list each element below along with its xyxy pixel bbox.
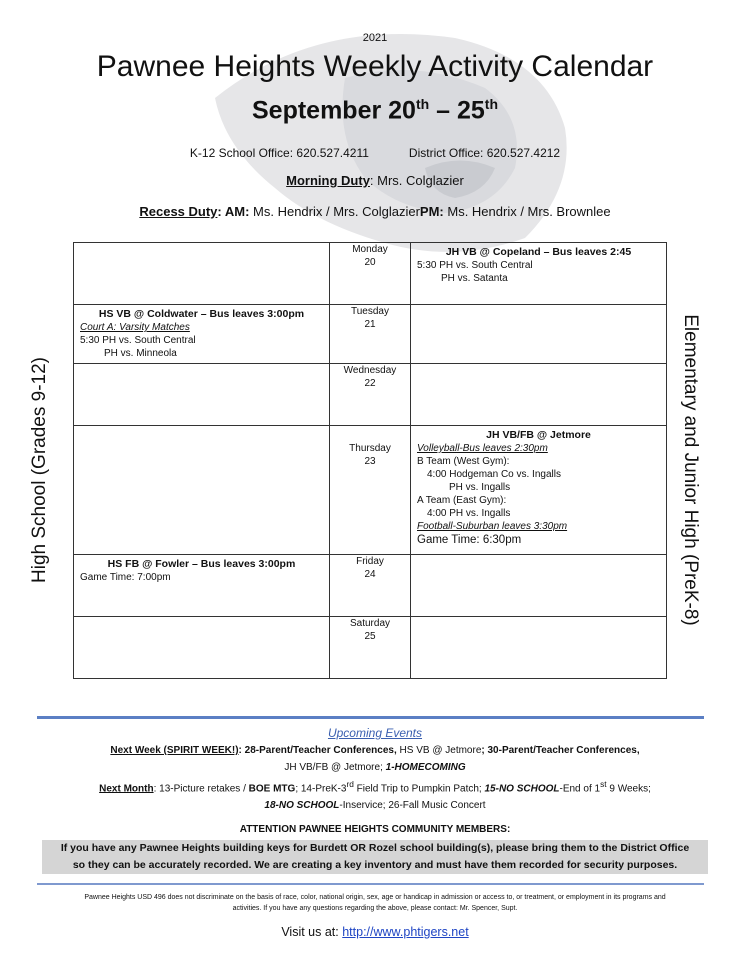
jh-cell-thursday: JH VB/FB @ Jetmore Volleyball-Bus leaves 2:30pm B Team (West Gym): 4:00 Hodgeman Co vs. Ingalls PH vs. Ingalls A Team (East Gym): 4:00 PH vs. Ingalls Football-Suburban leaves 3:30pm Game Time: 6:30pm bbox=[411, 426, 667, 555]
next-month-events: Next Month: 13-Picture retakes / BOE MTG; 14-PreK-3rd Field Trip to Pumpkin Patch; 15-NO SCHOOL-End of 1st 9 Weeks; 18-NO SCHOOL-Inservice; 26-Fall Music Concert bbox=[99, 779, 651, 812]
hs-cell-thursday bbox=[74, 426, 330, 555]
section-divider bbox=[37, 716, 704, 719]
next-week-events: Next Week (SPIRIT WEEK!): 28-Parent/Teacher Conferences, HS VB @ Jetmore; 30-Parent/Teacher Conferences, JH VB/FB @ Jetmore; 1-HOMECOMING bbox=[110, 745, 640, 773]
calendar-row-monday bbox=[74, 243, 667, 305]
footer-divider bbox=[37, 883, 704, 885]
district-office-phone: District Office: 620.527.4212 bbox=[408, 146, 561, 160]
day-friday: Friday 24 bbox=[330, 555, 411, 617]
calendar-row-saturday bbox=[74, 617, 667, 679]
date-range: September 20th – 25th bbox=[251, 96, 498, 125]
attention-line-1: If you have any Pawnee Heights building keys for Burdett OR Rozel school building(s), please bring them to the District Office bbox=[42, 840, 708, 857]
calendar-row-tuesday bbox=[74, 305, 667, 364]
activity-calendar bbox=[73, 242, 667, 679]
day-tuesday: Tuesday 21 bbox=[330, 305, 411, 364]
jh-cell-friday bbox=[411, 555, 667, 617]
attention-line-2: so they can be accurately recorded. We are creating a key inventory and must have them recorded for security purposes. bbox=[42, 857, 708, 874]
hs-cell-monday bbox=[74, 243, 330, 305]
day-wednesday: Wednesday 22 bbox=[330, 364, 411, 426]
office-phones bbox=[0, 146, 750, 160]
jh-cell-tuesday bbox=[411, 305, 667, 364]
year: 2021 bbox=[362, 32, 388, 44]
hs-cell-friday: HS FB @ Fowler – Bus leaves 3:00pm Game Time: 7:00pm bbox=[74, 555, 330, 617]
morning-duty: Morning Duty: Mrs. Colglazier bbox=[286, 173, 464, 188]
jh-cell-wednesday bbox=[411, 364, 667, 426]
non-discrimination-notice: Pawnee Heights USD 496 does not discriminate on the basis of race, color, national origin, sex, age or handicap in admission or access to, or treatment, or employment in its programs and activities. If you have any questions regarding the above, please contact: Mr. Spencer, Supt. bbox=[84, 894, 666, 912]
hs-cell-saturday bbox=[74, 617, 330, 679]
jh-cell-monday: JH VB @ Copeland – Bus leaves 2:45 5:30 PH vs. South Central PH vs. Satanta bbox=[411, 243, 667, 305]
calendar-row-thursday bbox=[74, 426, 667, 555]
day-thursday: Thursday 23 bbox=[330, 426, 411, 555]
hs-cell-tuesday: HS VB @ Coldwater – Bus leaves 3:00pm Court A: Varsity Matches 5:30 PH vs. South Central PH vs. Minneola bbox=[74, 305, 330, 364]
day-saturday: Saturday 25 bbox=[330, 617, 411, 679]
calendar-row-friday bbox=[74, 555, 667, 617]
website-link[interactable]: http://www.phtigers.net bbox=[342, 925, 469, 939]
elementary-junior-high-label: Elementary and Junior High (PreK-8) bbox=[680, 314, 701, 626]
jh-cell-saturday bbox=[411, 617, 667, 679]
high-school-label: High School (Grades 9-12) bbox=[29, 357, 50, 583]
day-monday: Monday 20 bbox=[330, 243, 411, 305]
school-office-phone: K-12 School Office: 620.527.4211 bbox=[189, 146, 369, 160]
visit-us: Visit us at: http://www.phtigers.net bbox=[281, 925, 469, 939]
upcoming-events-title: Upcoming Events bbox=[327, 726, 423, 740]
calendar-row-wednesday bbox=[74, 364, 667, 426]
hs-cell-wednesday bbox=[74, 364, 330, 426]
page-title: Pawnee Heights Weekly Activity Calendar bbox=[96, 50, 654, 83]
recess-duty: Recess Duty: AM: Ms. Hendrix / Mrs. ColglazierPM: Ms. Hendrix / Mrs. Brownlee bbox=[139, 204, 611, 219]
attention-title: ATTENTION PAWNEE HEIGHTS COMMUNITY MEMBERS: bbox=[239, 824, 511, 835]
